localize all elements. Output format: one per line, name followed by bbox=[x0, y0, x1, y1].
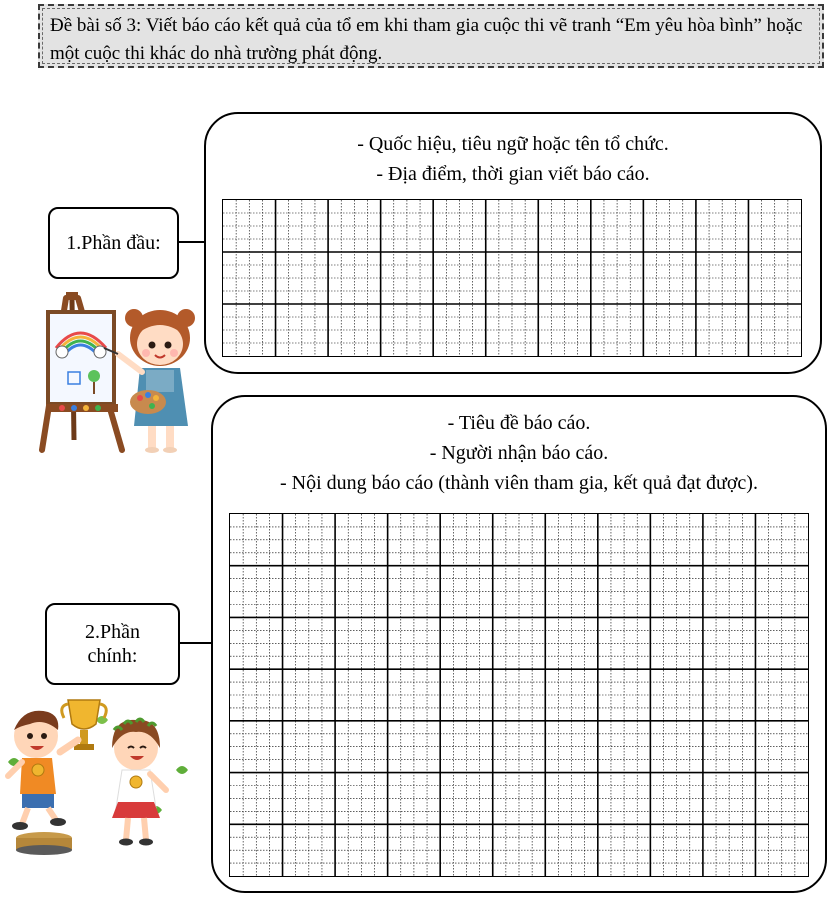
section1-connector bbox=[178, 241, 206, 243]
section1-writing-grid[interactable] bbox=[222, 199, 802, 357]
section2-line-1: - Tiêu đề báo cáo. bbox=[447, 412, 591, 434]
section1-label bbox=[48, 207, 179, 279]
section2-label-text: 2.Phần chính: bbox=[85, 621, 140, 667]
grid-lines bbox=[223, 200, 801, 356]
section2-connector bbox=[178, 642, 212, 644]
girl-painting-illustration bbox=[22, 290, 202, 460]
section1-line-2: - Địa điểm, thời gian viết báo cáo. bbox=[376, 163, 650, 185]
grid-lines bbox=[230, 514, 808, 876]
section2-label bbox=[45, 603, 180, 685]
assignment-title-box bbox=[38, 4, 824, 68]
section2-writing-grid[interactable] bbox=[229, 513, 809, 877]
section2-line-3: - Nội dung báo cáo (thành viên tham gia, kết quả đạt được). bbox=[280, 472, 758, 494]
section1-label-text: 1.Phần đầu: bbox=[66, 232, 161, 254]
assignment-title: Đề bài số 3: Viết báo cáo kết quả của tổ em khi tham gia cuộc thi vẽ tranh “Em yêu hòa bình” hoặc một cuộc thi khác do nhà trường phát động. bbox=[50, 15, 803, 64]
section1-line-1: - Quốc hiệu, tiêu ngữ hoặc tên tổ chức. bbox=[357, 133, 669, 155]
section2-line-2: - Người nhận báo cáo. bbox=[429, 442, 609, 464]
winners-illustration bbox=[0, 690, 195, 860]
